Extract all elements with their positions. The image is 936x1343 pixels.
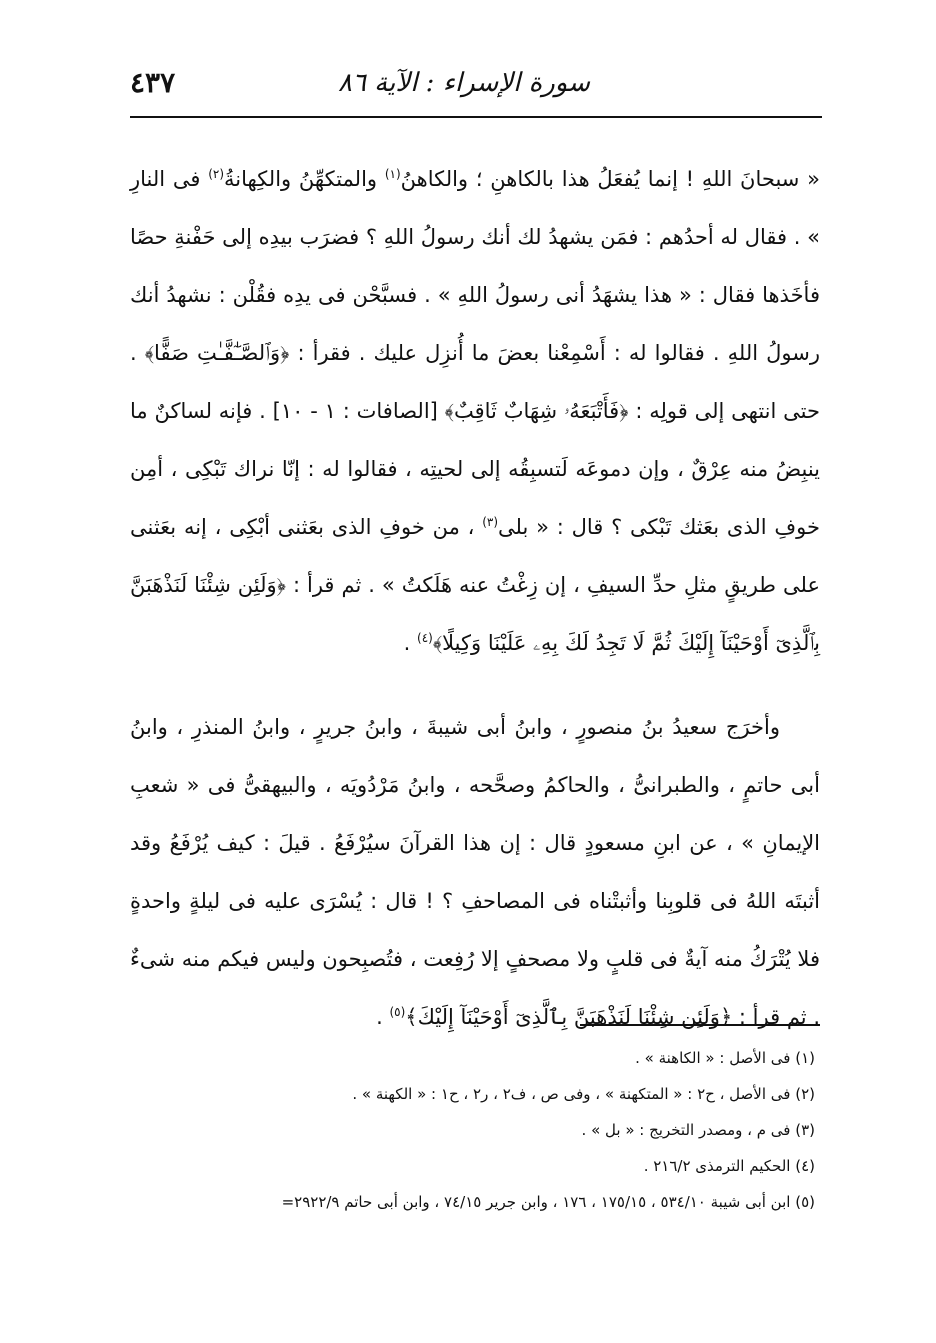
text-segment: والمتكهِّنُ والكِهانةُ bbox=[224, 167, 385, 191]
text-segment: « سبحانَ اللهِ ! إنما يُفعَلُ هذا بالكاهنِ ؛ والكاهنُ bbox=[400, 167, 820, 191]
main-text bbox=[130, 150, 820, 1046]
footnote-ref-5: (٥) bbox=[389, 1005, 406, 1019]
text-segment: فى النارِ » . فقال له أحدُهم : فمَن يشهدُ لك أنك رسولُ اللهِ ؟ فضرَب بيدِه إلى حَفْنةِ حصًا فأخَذها فقال : « هذا يشهَدُ أنى رسولُ اللهِ » . فسبَّحْن فى يدِه فقُلْن : نشهدُ أنك رسولُ اللهِ . فقالوا له : أَسْمِعْنا بعضَ ما أُنزِل عليك . فقرأ : ﴿وَٱلصَّـٰٓفَّـٰتِ صَفًّا﴾ . حتى انتهى إلى قولِه : ﴿فَأَتْبَعَهُۥ شِهَابٌ ثَاقِبٌ﴾ [الصافات : ١ - ١٠] . فإنه لساكنٌ ما ينبِضُ منه عِرْقٌ ، وإن دموعَه لَتسبِقُه إلى لحيتِه ، فقالوا له : إنّا نراك تَبْكِى ، أمِن خوفِ الذى بعَثك تَبْكى ؟ قال : « بلى bbox=[130, 167, 820, 539]
running-title: سورة الإسراء : الآية ٨٦ bbox=[337, 68, 590, 98]
footnote-ref-3: (٣) bbox=[482, 515, 499, 529]
page-number: ٤٣٧ bbox=[130, 66, 176, 99]
header-rule bbox=[130, 116, 822, 118]
page-header bbox=[130, 62, 820, 108]
footnotes bbox=[105, 1040, 815, 1220]
footnote-5: (٥) ابن أبى شيبة ٥٣٤/١٠ ، ١٧٥/١٥ ، ١٧٦ ، وابن جرير ٧٤/١٥ ، وابن أبى حاتم ٢٩٢٢/٩= bbox=[281, 1193, 815, 1211]
footnote-1: (١) فى الأصل : « الكاهنة » . bbox=[635, 1049, 815, 1067]
footnote-2: (٢) فى الأصل ، ح٢ : « المتكهنة » ، وفى ص ، ف٢ ، ر٢ ، ح١ : « الكهنة » . bbox=[352, 1085, 815, 1103]
text-segment: . bbox=[403, 631, 418, 655]
footnote-3: (٣) فى م ، ومصدر التخريج : « بل » . bbox=[581, 1121, 815, 1139]
footnote-4: (٤) الحكيم الترمذى ٢١٦/٢ . bbox=[643, 1157, 815, 1175]
footnote-ref-4: (٤) bbox=[417, 631, 433, 645]
footnote-ref-2: (٢) bbox=[208, 167, 225, 181]
text-segment: وأخرَج سعيدُ بنُ منصورٍ ، وابنُ أبى شيبةَ ، وابنُ جريرٍ ، وابنُ المنذرِ ، وابنُ أبى حاتمٍ ، والطبرانىُّ ، والحاكمُ وصحَّحه ، وابنُ مَرْدُويَه ، والبيهقىُّ فى « شعبِ الإيمانِ » ، عن ابنِ مسعودٍ قال : إن هذا القرآنَ سيُرْفَعُ . قيلَ : كيف يُرْفَعُ وقد أثبتَه اللهُ فى قلوبِنا وأثبتْناه فى المصاحفِ ؟ ! قال : يُسْرَى عليه فى ليلةٍ واحدةٍ فلا يُتْرَكُ منه آيةٌ فى قلبٍ ولا مصحفٍ إلا رُفِعت ، فتُصبِحون وليس فيكم منه شىءٌ . ثم قرأ : ﴿وَلَئِن شِئْنَا لَنَذْهَبَنَّ بِٱلَّذِىٓ أَوْحَيْنَآ إِلَيْكَ﴾ bbox=[130, 715, 820, 1029]
text-segment: ، من خوفِ الذى بعَثنى أبْكِى ، إنه بعَثنى على طريقٍ مثلِ حدِّ السيفِ ، إن زِغْتُ عنه هَلَكتُ » . ثم قرأ : ﴿وَلَئِن شِئْنَا لَنَذْهَبَنَّ بِٱلَّذِىٓ أَوْحَيْنَآ إِلَيْكَ ثُمَّ لَا تَجِدُ لَكَ بِهِۦ عَلَيْنَا وَكِيلًا﴾ bbox=[130, 515, 820, 655]
footnote-separator bbox=[580, 1024, 820, 1026]
footnote-ref-1: (١) bbox=[384, 167, 401, 181]
text-segment: . bbox=[376, 1005, 390, 1029]
paragraph-2 bbox=[130, 698, 820, 1046]
paragraph-1 bbox=[130, 150, 820, 672]
